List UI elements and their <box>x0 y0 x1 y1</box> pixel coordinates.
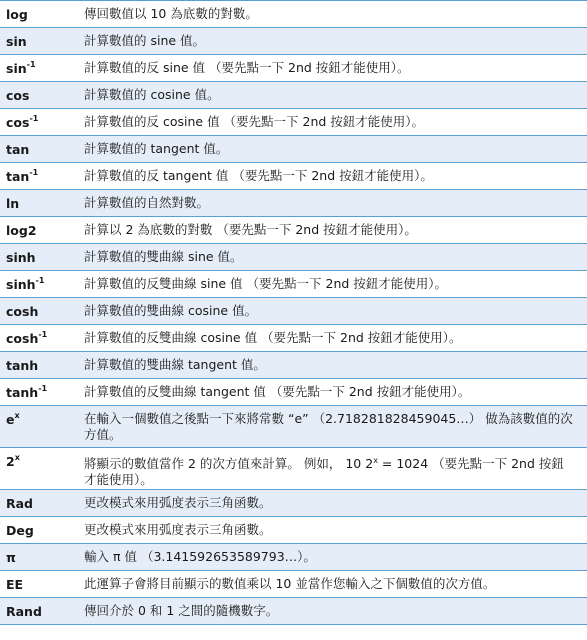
function-key: cos <box>6 88 30 103</box>
function-description: 計算數值的雙曲線 cosine 值。 <box>84 303 258 318</box>
table-row <box>0 163 587 190</box>
table-row <box>0 244 587 271</box>
function-description: 計算數值的反 cosine 值 （要先點一下 2nd 按鈕才能使用）。 <box>84 114 425 129</box>
function-description: 更改模式來用弧度表示三角函數。 <box>84 522 272 537</box>
table-row <box>0 517 587 544</box>
table-row <box>0 28 587 55</box>
function-key: ln <box>6 196 20 211</box>
function-key: EE <box>6 577 24 592</box>
function-key: $\cos^{-1}$ <box>6 113 39 130</box>
function-key: Rand <box>6 604 42 619</box>
function-key: log2 <box>6 223 37 238</box>
function-description: 計算數值的 tangent 值。 <box>84 141 229 156</box>
function-description: 傳回介於 0 和 1 之間的隨機數字。 <box>84 603 279 618</box>
function-key: tanh <box>6 358 39 373</box>
table-row <box>0 271 587 298</box>
function-key: log <box>6 7 28 22</box>
table-row <box>0 571 587 598</box>
table-row <box>0 544 587 571</box>
table-row <box>0 55 587 82</box>
function-description: 計算數值的 cosine 值。 <box>84 87 220 102</box>
function-key: tan <box>6 142 30 157</box>
function-description: 在輸入一個數值之後點一下來將常數 “e” （2.718281828459045…） 做為該數值的次方值。 <box>84 411 573 442</box>
table-row <box>0 598 587 625</box>
table-row <box>0 448 587 490</box>
function-description: 計算以 2 為底數的對數 （要先點一下 2nd 按鈕才能使用）。 <box>84 222 417 237</box>
table-row <box>0 325 587 352</box>
table-row <box>0 190 587 217</box>
table-row <box>0 298 587 325</box>
function-description: 計算數值的自然對數。 <box>84 195 210 210</box>
table-row <box>0 379 587 406</box>
table-row <box>0 490 587 517</box>
function-key: $\tanh^{-1}$ <box>6 383 48 400</box>
table-row <box>0 406 587 448</box>
function-key: sinh <box>6 250 36 265</box>
table-row <box>0 109 587 136</box>
function-description: 計算數值的 sine 值。 <box>84 33 206 48</box>
function-description: 更改模式來用弧度表示三角函數。 <box>84 495 272 510</box>
function-key: $e^x$ <box>6 410 20 427</box>
function-key: $\cosh^{-1}$ <box>6 329 48 346</box>
table-row <box>0 217 587 244</box>
table-row <box>0 352 587 379</box>
function-key: $\sin^{-1}$ <box>6 59 36 76</box>
function-description: 將顯示的數值當作 2 的次方值來計算。 例如， 10 $2^x = 1024$ （要先點一下 2nd 按鈕才能使用）。 <box>84 456 564 488</box>
function-key: $\tan^{-1}$ <box>6 167 39 184</box>
function-description: 此運算子會將目前顯示的數值乘以 10 並當作您輸入之下個數值的次方值。 <box>84 576 496 591</box>
table-row <box>0 1 587 28</box>
function-description: 計算數值的雙曲線 sine 值。 <box>84 249 243 264</box>
function-description: 計算數值的反 sine 值 （要先點一下 2nd 按鈕才能使用）。 <box>84 60 410 75</box>
function-description: 計算數值的反雙曲線 sine 值 （要先點一下 2nd 按鈕才能使用）。 <box>84 276 448 291</box>
function-description: 計算數值的反雙曲線 cosine 值 （要先點一下 2nd 按鈕才能使用）。 <box>84 330 462 345</box>
function-key: $\sinh^{-1}$ <box>6 275 45 292</box>
function-description: 傳回數值以 10 為底數的對數。 <box>84 6 258 21</box>
function-description: 計算數值的反 tangent 值 （要先點一下 2nd 按鈕才能使用）。 <box>84 168 433 183</box>
function-key: cosh <box>6 304 39 319</box>
function-key: π <box>6 550 16 565</box>
table-row <box>0 136 587 163</box>
function-description: 輸入 π 值 （3.141592653589793…）。 <box>84 549 316 564</box>
function-key: Rad <box>6 496 34 511</box>
function-key: 2$^x$ <box>6 452 20 469</box>
function-description: 計算數值的雙曲線 tangent 值。 <box>84 357 266 372</box>
table-row <box>0 82 587 109</box>
function-key: Deg <box>6 523 34 538</box>
function-key: sin <box>6 34 27 49</box>
function-description: 計算數值的反雙曲線 tangent 值 （要先點一下 2nd 按鈕才能使用）。 <box>84 384 471 399</box>
